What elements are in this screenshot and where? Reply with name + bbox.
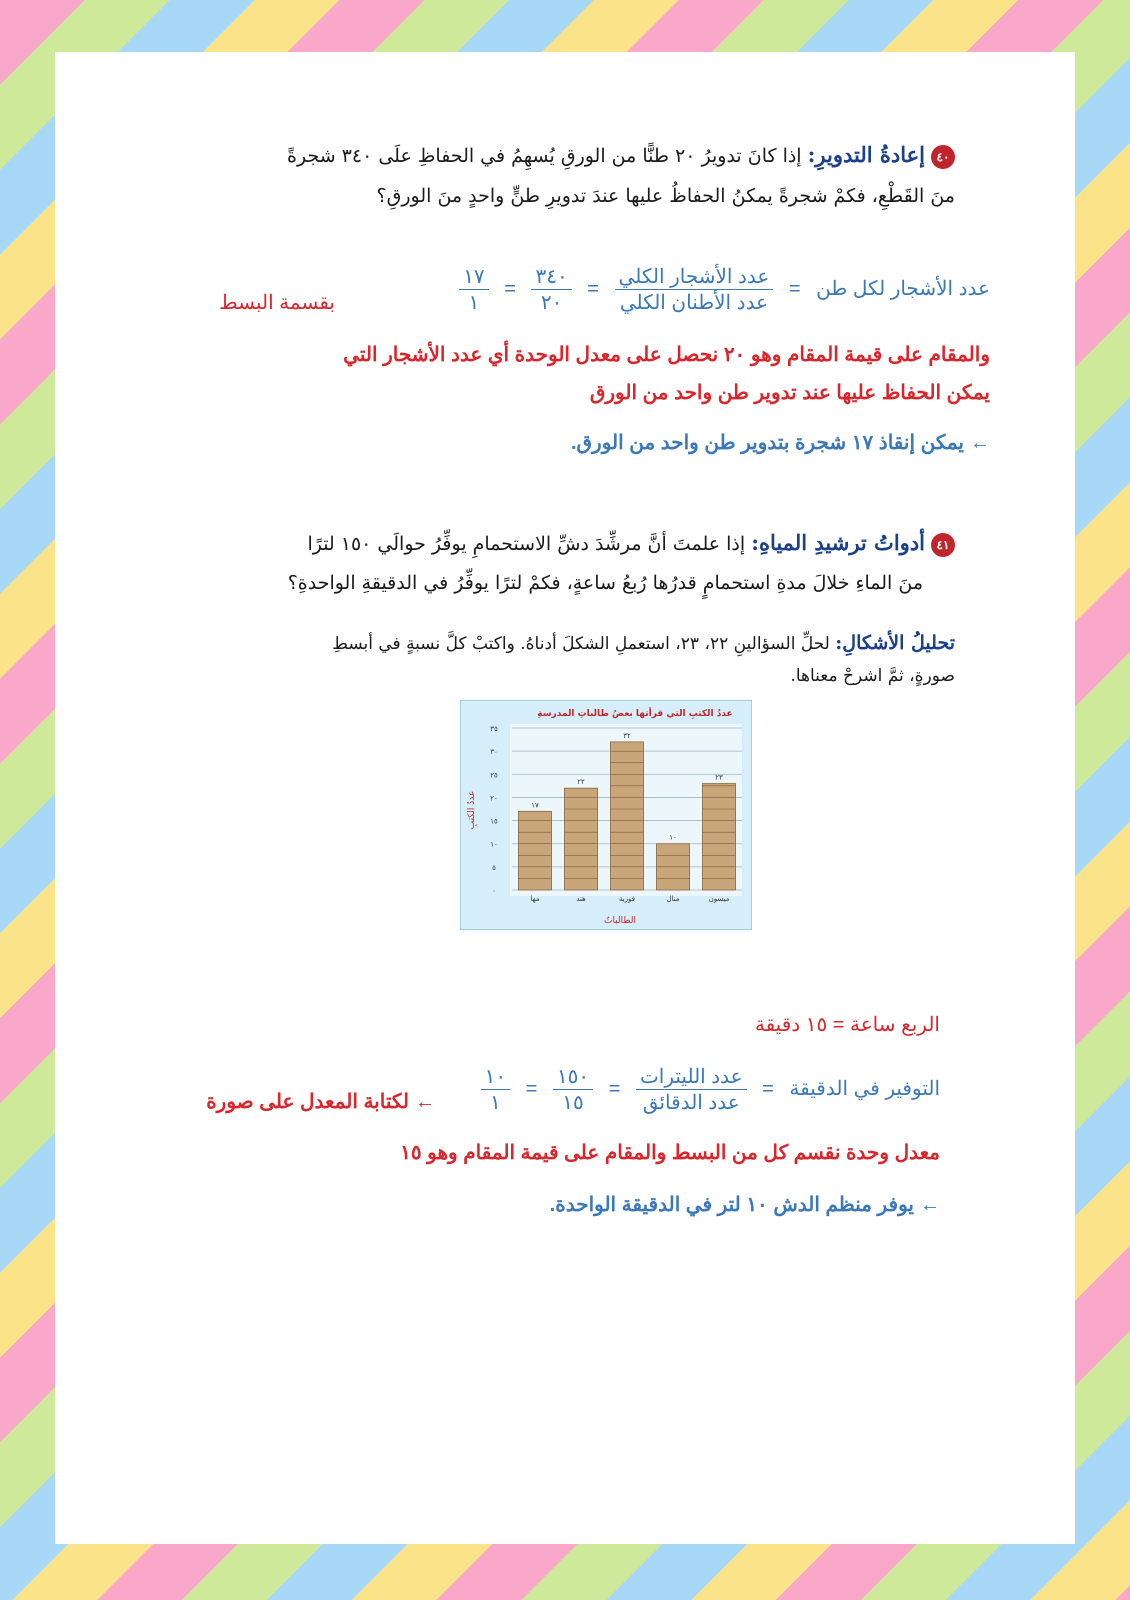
solution-40-answer [571, 430, 990, 455]
worksheet-page [55, 52, 1075, 1544]
fraction-total-trees [615, 264, 774, 315]
chart-category-label: فوزية [618, 895, 636, 903]
equals-sign: = [788, 278, 801, 300]
question-41-title: أدواتُ ترشيدِ المياهِ: [751, 530, 925, 555]
fraction-numerator: ٣٤٠ [531, 264, 571, 290]
equals-sign: = [608, 1078, 621, 1100]
solution-40-lhs: عدد الأشجار لكل طن [816, 277, 990, 300]
solution-41-red-line: معدل وحدة نقسم كل من البسط والمقام على قيمة المقام وهو ١٥ [400, 1142, 940, 1164]
chart-y-tick-label: ٢٠ [490, 794, 498, 803]
fraction-denominator: عدد الدقائق [642, 1092, 740, 1114]
fraction-numerator: عدد الأشجار الكلي [615, 264, 774, 290]
chart-y-tick-label: ١٥ [490, 817, 498, 826]
chart-title: عددُ الكتبِ التي قرأتها بعضُ طالباتِ المدرسةِ [537, 709, 733, 719]
fraction-liters-minutes [636, 1064, 747, 1115]
chart-y-tick-label: ٣٥ [490, 725, 498, 733]
fraction-denominator: عدد الأطنان الكلي [619, 292, 769, 314]
shapes-analysis-title: تحليلُ الأشكالِ: [835, 632, 955, 654]
solution-40-equation [459, 264, 990, 315]
fraction-denominator: ١ [468, 292, 480, 314]
question-41-line2: منَ الماءِ خلالَ مدةِ استحمامٍ قدرُها رُبعُ ساعةٍ، فكمْ لترًا يوفِّرُ في الدقيقةِ الواحدةِ؟ [287, 572, 923, 594]
solution-41-equation [481, 1064, 940, 1115]
solution-41-note [206, 1089, 435, 1114]
chart-category-label: هند [576, 895, 586, 903]
chart-y-axis-label: عددُ الكتبِ [467, 790, 477, 830]
chart-category-label: مها [530, 895, 540, 903]
equals-sign: = [587, 278, 599, 300]
arrow-left-icon: ← [920, 1194, 940, 1216]
chart-y-tick-label: ٠ [492, 887, 496, 895]
shapes-analysis-text1: لحلِّ السؤالينِ ٢٢، ٢٣، استعملِ الشكلَ أدناهُ. واكتبْ كلَّ نسبةٍ في أبسطِ [332, 634, 830, 654]
solution-41-answer-text: يوفر منظم الدش ١٠ لتر في الدقيقة الواحدة. [549, 1194, 914, 1216]
shapes-analysis-line1 [332, 632, 955, 654]
fraction-numerator: ١٧ [459, 264, 488, 290]
chart-y-tick-label: ١٠ [490, 840, 498, 849]
question-40-text1: إذا كانَ تدويرُ ٢٠ طنًّا من الورقِ يُسهِمُ في الحفاظِ علَى ٣٤٠ شجرةً [287, 145, 802, 167]
arrow-left-icon: ← [415, 1091, 435, 1113]
chart-data-label: ٢٣ [715, 773, 723, 782]
chart-x-axis-label: الطالباتُ [603, 916, 637, 926]
question-40-line1 [287, 142, 955, 169]
question-40-line2: منَ القَطْعِ، فكمْ شجرةً يمكنُ الحفاظُ عليها عندَ تدويرِ طنٍّ واحدٍ منَ الورقِ؟ [376, 185, 955, 207]
solution-41-answer [550, 1192, 940, 1217]
books-read-bar-chart [460, 700, 752, 930]
shapes-analysis-line2: صورةٍ، ثمَّ اشرحْ معناها. [790, 666, 955, 686]
question-41-line1 [307, 530, 955, 557]
chart-y-tick-label: ٣٠ [490, 748, 498, 757]
chart-data-label: ١٧ [531, 801, 539, 810]
question-40-title: إعادةُ التدويرِ: [807, 142, 925, 167]
chart-y-tick-label: ٥ [492, 863, 496, 872]
chart-bar [564, 788, 597, 890]
fraction-numerator: ١٠ [481, 1064, 510, 1090]
fraction-10-1 [481, 1064, 510, 1115]
equals-sign: = [525, 1078, 538, 1100]
arrow-left-icon: ← [970, 432, 990, 454]
equals-sign: = [762, 1078, 774, 1100]
equals-sign: = [504, 278, 516, 300]
chart-data-label: ٣٢ [623, 731, 631, 740]
chart-category-label: ميسون [708, 895, 730, 903]
chart-data-label: ١٠ [669, 833, 677, 842]
fraction-denominator: ١٥ [562, 1092, 584, 1114]
question-41-badge: ٤١ [931, 533, 955, 557]
solution-40-answer-text: يمكن إنقاذ ١٧ شجرة بتدوير طن واحد من الورق. [570, 432, 964, 454]
solution-40-red-line1: والمقام على قيمة المقام وهو ٢٠ نحصل على معدل الوحدة أي عدد الأشجار التي [343, 344, 990, 366]
chart-bar [702, 784, 735, 890]
chart-y-tick-label: ٢٥ [490, 771, 498, 780]
fraction-340-20 [531, 264, 571, 315]
question-40-badge: ٤٠ [931, 145, 955, 169]
solution-41-lhs: التوفير في الدقيقة [789, 1077, 940, 1100]
chart-data-label: ٢٢ [577, 778, 585, 787]
fraction-numerator: عدد الليترات [636, 1064, 747, 1090]
solution-41-quarter-hour: الربع ساعة = ١٥ دقيقة [754, 1014, 940, 1036]
chart-bar [610, 742, 643, 890]
fraction-denominator: ١ [489, 1092, 501, 1114]
solution-40-red-line2: يمكن الحفاظ عليها عند تدوير طن واحد من الورق [589, 382, 990, 404]
fraction-17-1 [459, 264, 488, 315]
fraction-numerator: ١٥٠ [553, 1064, 593, 1090]
solution-40-note: بقسمة البسط [219, 292, 335, 314]
solution-41-note-text: لكتابة المعدل على صورة [206, 1091, 409, 1113]
question-41-text1: إذا علمتَ أنَّ مرشِّدَ دشِّ الاستحمامِ يوفِّرُ حوالَي ١٥٠ لترًا [307, 533, 746, 555]
fraction-denominator: ٢٠ [540, 292, 563, 314]
chart-category-label: منال [666, 895, 680, 903]
fraction-150-15 [553, 1064, 593, 1115]
